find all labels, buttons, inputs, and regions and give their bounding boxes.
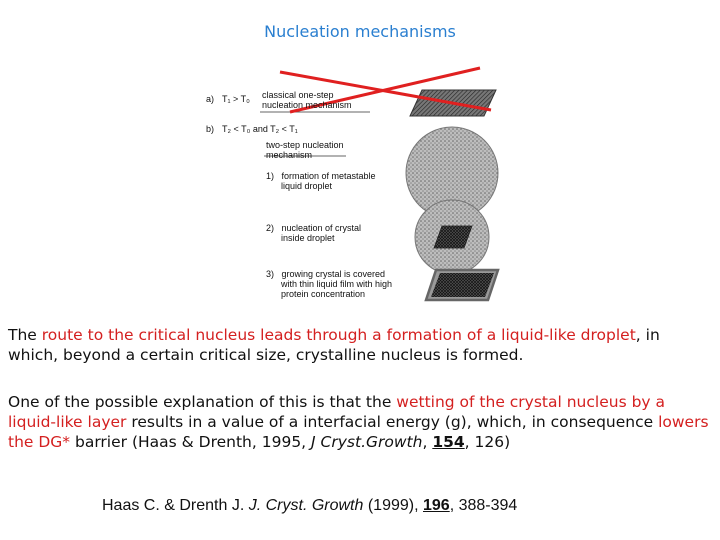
para1-text-1: The	[8, 326, 42, 344]
para2-highlight-2: lowers the DG*	[8, 413, 709, 451]
nucleation-figure	[196, 60, 506, 310]
para1-highlight: route to the critical nucleus leads through a formation of a liquid-like droplet	[41, 326, 636, 344]
condition-b: T₂ < T₀ and T₂ < T₁	[222, 124, 298, 134]
para2-text-2: results in a value of a interfacial energy (g), which, in consequence	[126, 413, 659, 431]
label-b: b)	[206, 124, 215, 134]
para1-text-2: , in which, beyond a certain critical size, crystalline nucleus is formed.	[8, 326, 660, 364]
reference-journal: J. Cryst. Growth	[248, 497, 364, 514]
para2-text-1: One of the possible explanation of this is that the	[8, 393, 397, 411]
label-a: a)	[206, 94, 215, 104]
two-step-label: two-step nucleation mechanism	[266, 140, 344, 160]
para2-highlight-1: wetting of the crystal nucleus by a liquid-like layer	[8, 393, 666, 431]
para2-sep: ,	[422, 433, 433, 451]
step-2-label: 2) nucleation of crystal inside droplet	[266, 223, 362, 243]
reference-authors: Haas C. & Drenth J.	[102, 497, 249, 514]
step-3-label: 3) growing crystal is covered with thin liquid film with high protein concentration	[266, 269, 393, 299]
para2-text-3: barrier (Haas & Drenth, 1995,	[70, 433, 312, 451]
page-title: Nucleation mechanisms	[264, 22, 456, 41]
para2-journal: J Cryst.Growth	[311, 433, 423, 451]
reference-volume: 196	[423, 497, 450, 514]
paragraph-1	[8, 325, 714, 365]
classical-label: classical one-step nucleation mechanism	[262, 90, 352, 110]
step-1-label: 1) formation of metastable liquid droplet	[266, 171, 376, 191]
para2-text-4: , 126)	[464, 433, 511, 451]
reference-year: (1999),	[363, 497, 423, 514]
paragraph-2	[8, 392, 714, 452]
condition-a: T₁ > T₀	[222, 94, 250, 104]
reference-pages: , 388-394	[449, 497, 518, 514]
reference	[102, 497, 517, 515]
para2-volume: 154	[432, 433, 465, 451]
